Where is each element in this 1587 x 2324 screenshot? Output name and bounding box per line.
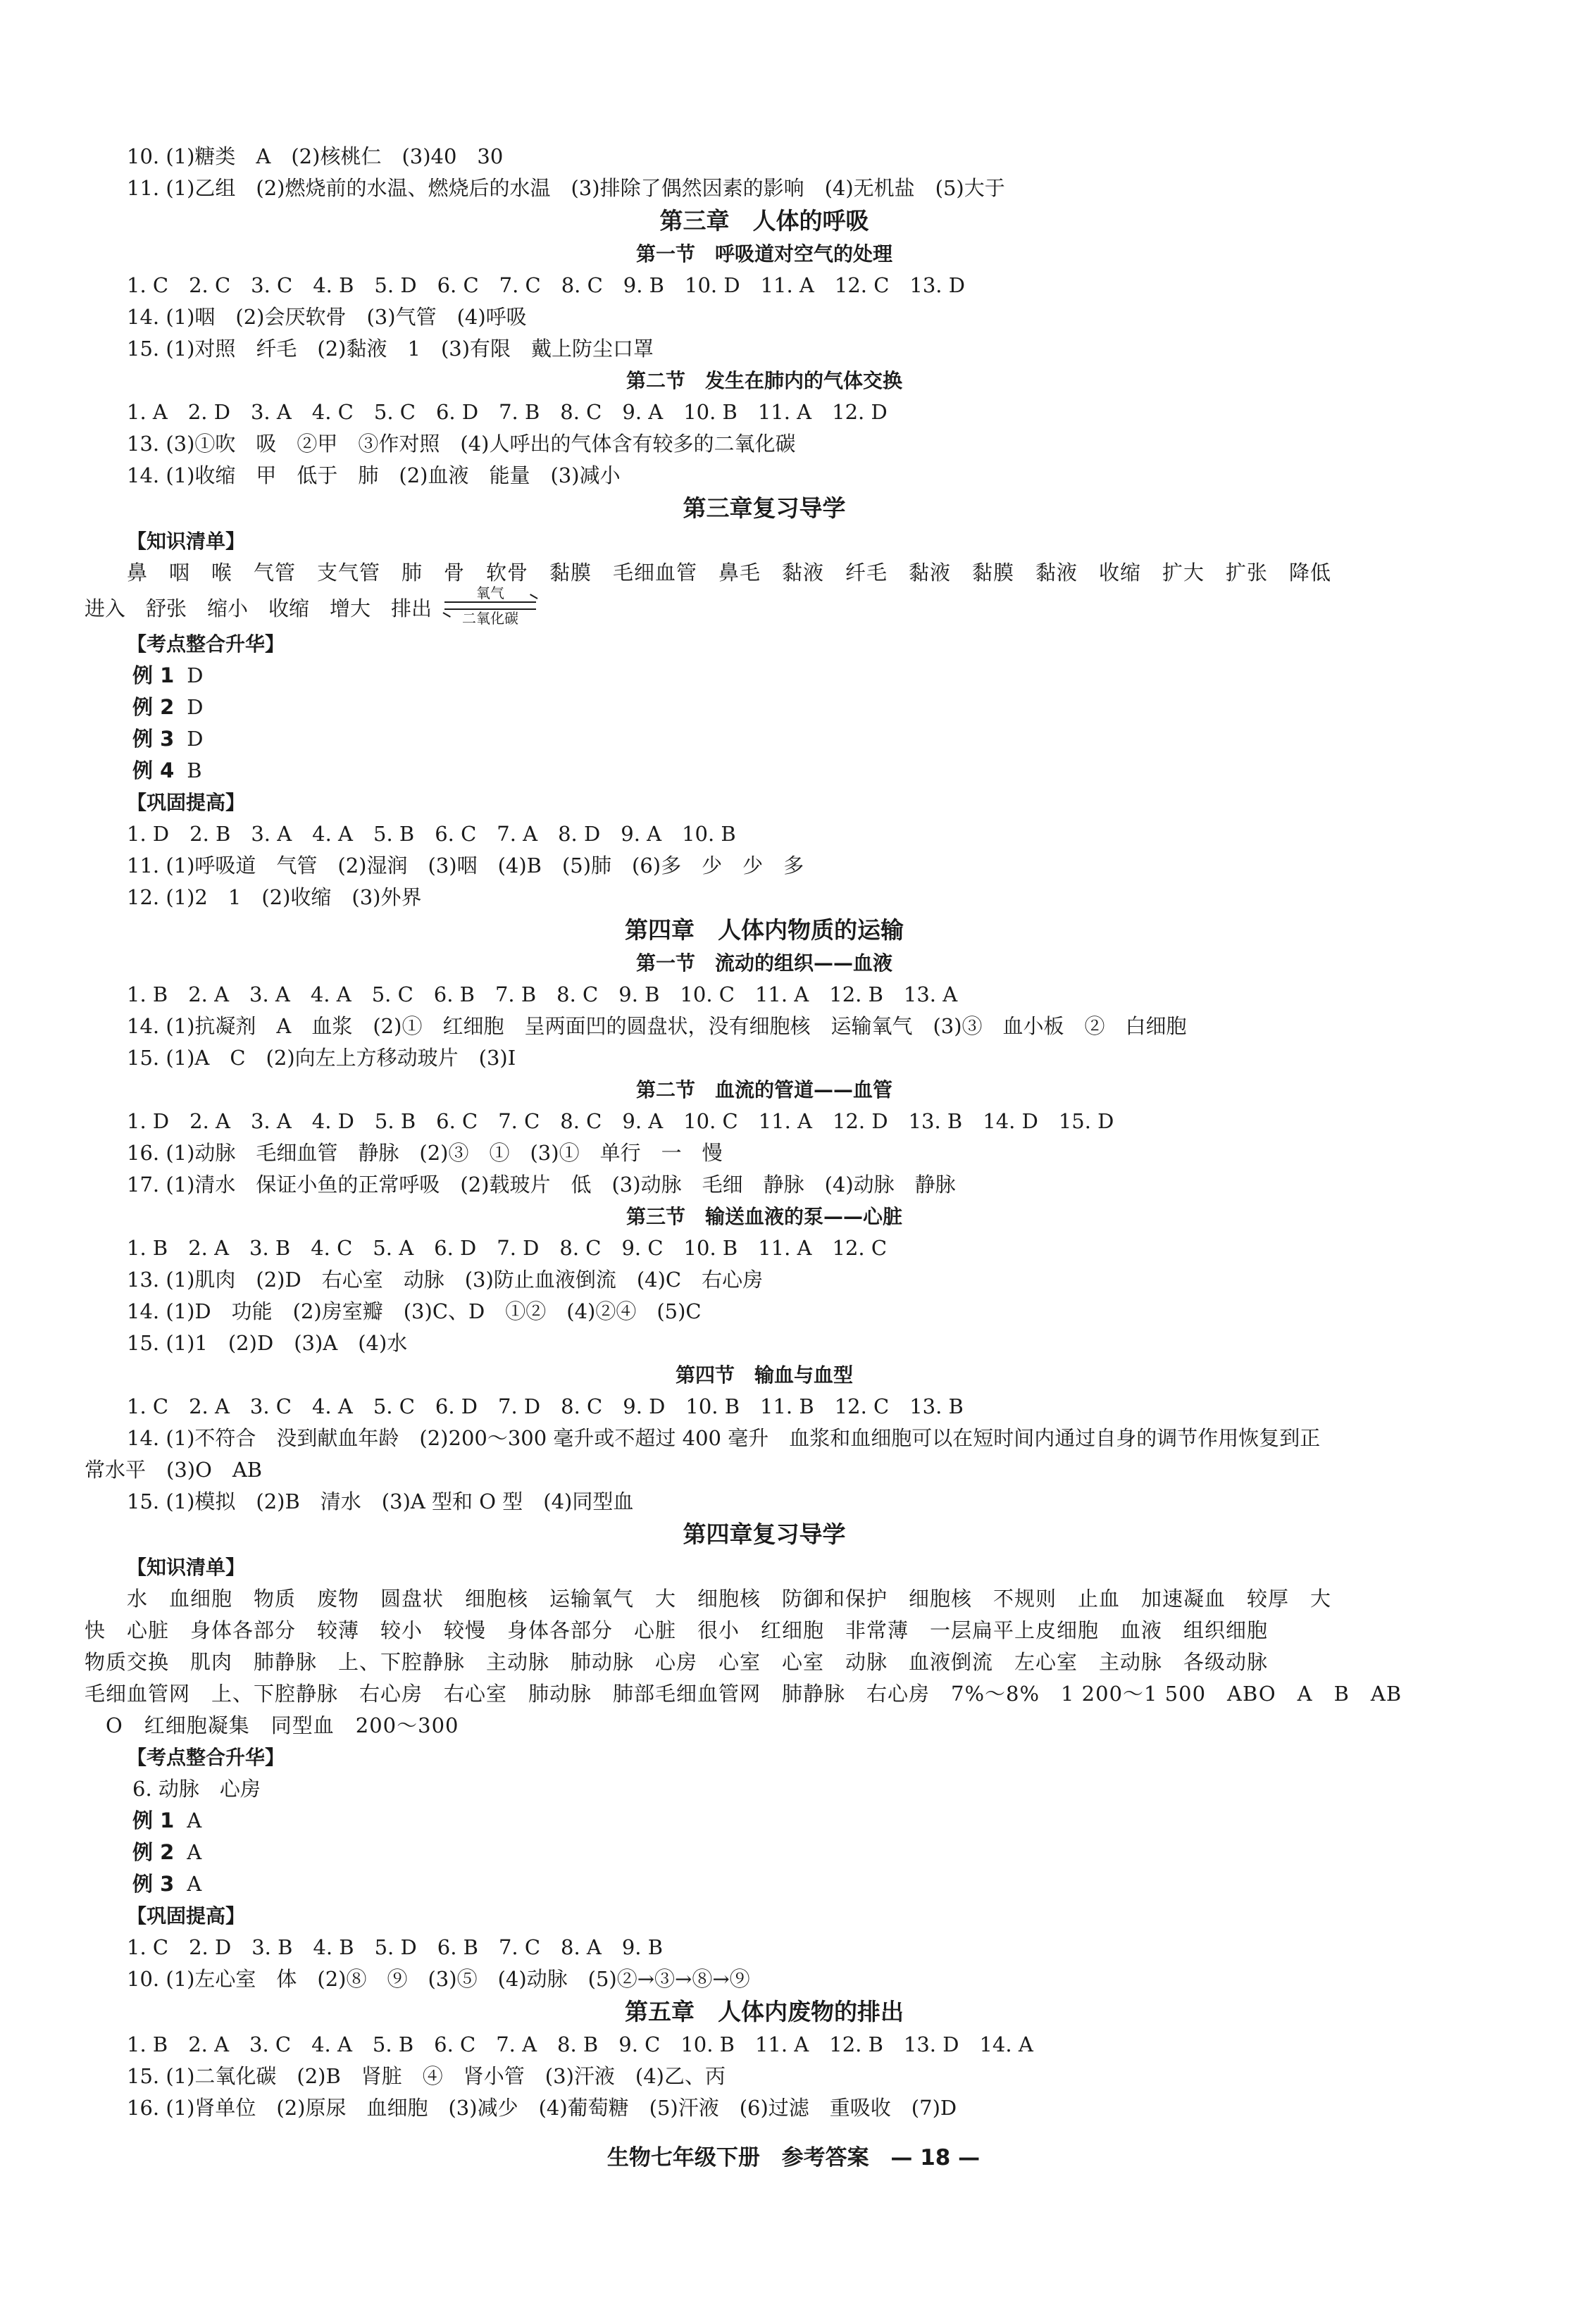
answer-line: 14. (1)抗凝剂 A 血浆 (2)① 红细胞 呈两面凹的圆盘状，没有细胞核 运输氧气 (3)③ 血小板 ② 白细胞 bbox=[127, 1014, 1187, 1038]
answer-line: 1. C 2. C 3. C 4. B 5. D 6. C 7. C 8. C 9. B 10. D 11. A 12. C 13. D bbox=[127, 273, 965, 297]
answer-line: 6. 动脉 心房 bbox=[132, 1777, 261, 1801]
answer-line: 11. (1)乙组 (2)燃烧前的水温、燃烧后的水温 (3)排除了偶然因素的影响 (4)无机盐 (5)大于 bbox=[127, 176, 1005, 200]
section-title: 第二节 发生在肺内的气体交换 bbox=[626, 369, 902, 392]
footer-book: 生物七年级下册 bbox=[606, 2145, 760, 2170]
page-footer bbox=[0, 2139, 1587, 2171]
knowledge-line: 物质交换 肌肉 肺静脉 上、下腔静脉 主动脉 肺动脉 心房 心室 心室 动脉 血液倒流 左心室 主动脉 各级动脉 bbox=[85, 1650, 1269, 1674]
section-title: 第二节 血流的管道——血管 bbox=[635, 1078, 892, 1101]
answer-line: 15. (1)模拟 (2)B 清水 (3)A 型和 O 型 (4)同型血 bbox=[127, 1489, 634, 1513]
answer-line: 14. (1)咽 (2)会厌软骨 (3)气管 (4)呼吸 bbox=[127, 305, 527, 329]
example-value: A bbox=[187, 1840, 202, 1864]
answer-line: 13. (1)肌肉 (2)D 右心室 动脉 (3)防止血液倒流 (4)C 右心房 bbox=[127, 1268, 764, 1292]
consolidate-label: 【巩固提高】 bbox=[127, 1904, 246, 1928]
example-row bbox=[85, 1868, 1444, 1900]
knowledge-text: 进入 舒张 缩小 收缩 增大 排出 bbox=[85, 596, 432, 620]
answer-line: 1. C 2. A 3. C 4. A 5. C 6. D 7. D 8. C 9. D 10. B 11. B 12. C 13. B bbox=[127, 1394, 964, 1418]
example-value: A bbox=[187, 1808, 202, 1832]
example-value: D bbox=[187, 663, 204, 687]
answer-line: 10. (1)左心室 体 (2)⑧ ⑨ (3)⑤ (4)动脉 (5)②→③→⑧→⑨ bbox=[127, 1967, 750, 1991]
answer-line: 15. (1)A C (2)向左上方移动玻片 (3)Ⅰ bbox=[127, 1046, 516, 1070]
answer-line: 16. (1)肾单位 (2)原尿 血细胞 (3)减少 (4)葡萄糖 (5)汗液 (6)过滤 重吸收 (7)D bbox=[127, 2096, 957, 2120]
answer-line: 14. (1)不符合 没到献血年龄 (2)200～300 毫升或不超过 400 毫升 血浆和血细胞可以在短时间内通过自身的调节作用恢复到正 bbox=[127, 1426, 1321, 1450]
knowledge-line: 毛细血管网 上、下腔静脉 右心房 右心室 肺动脉 肺部毛细血管网 肺静脉 右心房 7%～8% 1 200～1 500 ABO A B AB bbox=[85, 1682, 1402, 1706]
answer-line: 15. (1)二氧化碳 (2)B 肾脏 ④ 肾小管 (3)汗液 (4)乙、丙 bbox=[127, 2064, 726, 2088]
example-key: 例 1 bbox=[132, 1808, 175, 1832]
answer-line: 1. B 2. A 3. C 4. A 5. B 6. C 7. A 8. B 9. C 10. B 11. A 12. B 13. D 14. A bbox=[127, 2032, 1033, 2056]
answer-line: 12. (1)2 1 (2)收缩 (3)外界 bbox=[127, 885, 422, 909]
review-title: 第三章复习导学 bbox=[683, 494, 846, 522]
section-title: 第一节 呼吸道对空气的处理 bbox=[635, 242, 892, 265]
example-row bbox=[85, 692, 1444, 723]
arrow-top-label: 氧气 bbox=[476, 585, 505, 601]
answer-line: 15. (1)对照 纤毛 (2)黏液 1 (3)有限 戴上防尘口罩 bbox=[127, 337, 654, 361]
page-number: — 18 — bbox=[890, 2145, 981, 2170]
answer-line: 10. (1)糖类 A (2)核桃仁 (3)40 30 bbox=[127, 144, 504, 168]
answer-line: 11. (1)呼吸道 气管 (2)湿润 (3)咽 (4)B (5)肺 (6)多 少 少 多 bbox=[127, 854, 804, 877]
example-row bbox=[85, 660, 1444, 692]
section-title: 第一节 流动的组织——血液 bbox=[635, 951, 892, 975]
example-value: A bbox=[187, 1872, 202, 1896]
example-value: D bbox=[187, 727, 204, 751]
example-key: 例 1 bbox=[132, 663, 175, 687]
points-label: 【考点整合升华】 bbox=[127, 632, 285, 656]
answer-line: 14. (1)D 功能 (2)房室瓣 (3)C、D ①② (4)②④ (5)C bbox=[127, 1299, 702, 1323]
answer-line: 13. (3)①吹 吸 ②甲 ③作对照 (4)人呼出的气体含有较多的二氧化碳 bbox=[127, 432, 796, 456]
chapter-title: 第五章 人体内废物的排出 bbox=[625, 1998, 904, 2025]
section-title: 第四节 输血与血型 bbox=[675, 1363, 853, 1387]
answer-line: 1. A 2. D 3. A 4. C 5. C 6. D 7. B 8. C 9. A 10. B 11. A 12. D bbox=[127, 400, 888, 424]
answer-line: 15. (1)1 (2)D (3)A (4)水 bbox=[127, 1331, 408, 1355]
example-key: 例 4 bbox=[132, 758, 175, 782]
knowledge-label: 【知识清单】 bbox=[127, 1556, 246, 1579]
answer-line: 17. (1)清水 保证小鱼的正常呼吸 (2)载玻片 低 (3)动脉 毛细 静脉 (4)动脉 静脉 bbox=[127, 1173, 956, 1197]
example-value: D bbox=[187, 695, 204, 719]
answer-line: 1. D 2. A 3. A 4. D 5. B 6. C 7. C 8. C 9. A 10. C 11. A 12. D 13. B 14. D 15. D bbox=[127, 1109, 1114, 1133]
knowledge-line: O 红细胞凝集 同型血 200～300 bbox=[106, 1713, 459, 1737]
arrow-bottom-label: 二氧化碳 bbox=[462, 610, 519, 627]
example-value: B bbox=[187, 758, 202, 782]
knowledge-line: 水 血细胞 物质 废物 圆盘状 细胞核 运输氧气 大 细胞核 防御和保护 细胞核 不规则 止血 加速凝血 较厚 大 bbox=[127, 1587, 1332, 1611]
answer-line: 1. C 2. D 3. B 4. B 5. D 6. B 7. C 8. A 9. B bbox=[127, 1935, 664, 1959]
chapter-title: 第三章 人体的呼吸 bbox=[659, 207, 869, 235]
example-key: 例 2 bbox=[132, 1840, 175, 1864]
consolidate-label: 【巩固提高】 bbox=[127, 791, 246, 814]
answer-page bbox=[85, 141, 1444, 2124]
knowledge-line: 快 心脏 身体各部分 较薄 较小 较慢 身体各部分 心脏 很小 红细胞 非常薄 一层扁平上皮细胞 血液 组织细胞 bbox=[85, 1618, 1269, 1642]
example-row bbox=[85, 1805, 1444, 1837]
points-label: 【考点整合升华】 bbox=[127, 1746, 285, 1769]
chapter-title: 第四章 人体内物质的运输 bbox=[625, 916, 904, 944]
footer-section: 参考答案 bbox=[781, 2145, 869, 2170]
example-key: 例 2 bbox=[132, 695, 175, 719]
double-arrow-icon bbox=[444, 601, 536, 610]
example-key: 例 3 bbox=[132, 727, 175, 751]
answer-line: 14. (1)收缩 甲 低于 肺 (2)血液 能量 (3)减小 bbox=[127, 463, 621, 487]
answer-line: 1. B 2. A 3. A 4. A 5. C 6. B 7. B 8. C 9. B 10. C 11. A 12. B 13. A bbox=[127, 982, 958, 1006]
review-title: 第四章复习导学 bbox=[683, 1520, 846, 1548]
gas-exchange-arrow bbox=[444, 585, 536, 627]
example-key: 例 3 bbox=[132, 1872, 175, 1896]
knowledge-label: 【知识清单】 bbox=[127, 530, 246, 553]
answer-line: 16. (1)动脉 毛细血管 静脉 (2)③ ① (3)① 单行 一 慢 bbox=[127, 1141, 723, 1165]
example-row bbox=[85, 1837, 1444, 1868]
section-title: 第三节 输送血液的泵——心脏 bbox=[626, 1205, 902, 1228]
answer-line: 1. B 2. A 3. B 4. C 5. A 6. D 7. D 8. C 9. C 10. B 11. A 12. C bbox=[127, 1236, 888, 1260]
knowledge-line: 鼻 咽 喉 气管 支气管 肺 骨 软骨 黏膜 毛细血管 鼻毛 黏液 纤毛 黏液 黏膜 黏液 收缩 扩大 扩张 降低 bbox=[127, 561, 1332, 585]
answer-line: 1. D 2. B 3. A 4. A 5. B 6. C 7. A 8. D 9. A 10. B bbox=[127, 822, 736, 846]
example-row bbox=[85, 755, 1444, 787]
answer-line: 常水平 (3)O AB bbox=[85, 1458, 263, 1482]
example-row bbox=[85, 723, 1444, 755]
knowledge-line bbox=[85, 585, 1444, 628]
